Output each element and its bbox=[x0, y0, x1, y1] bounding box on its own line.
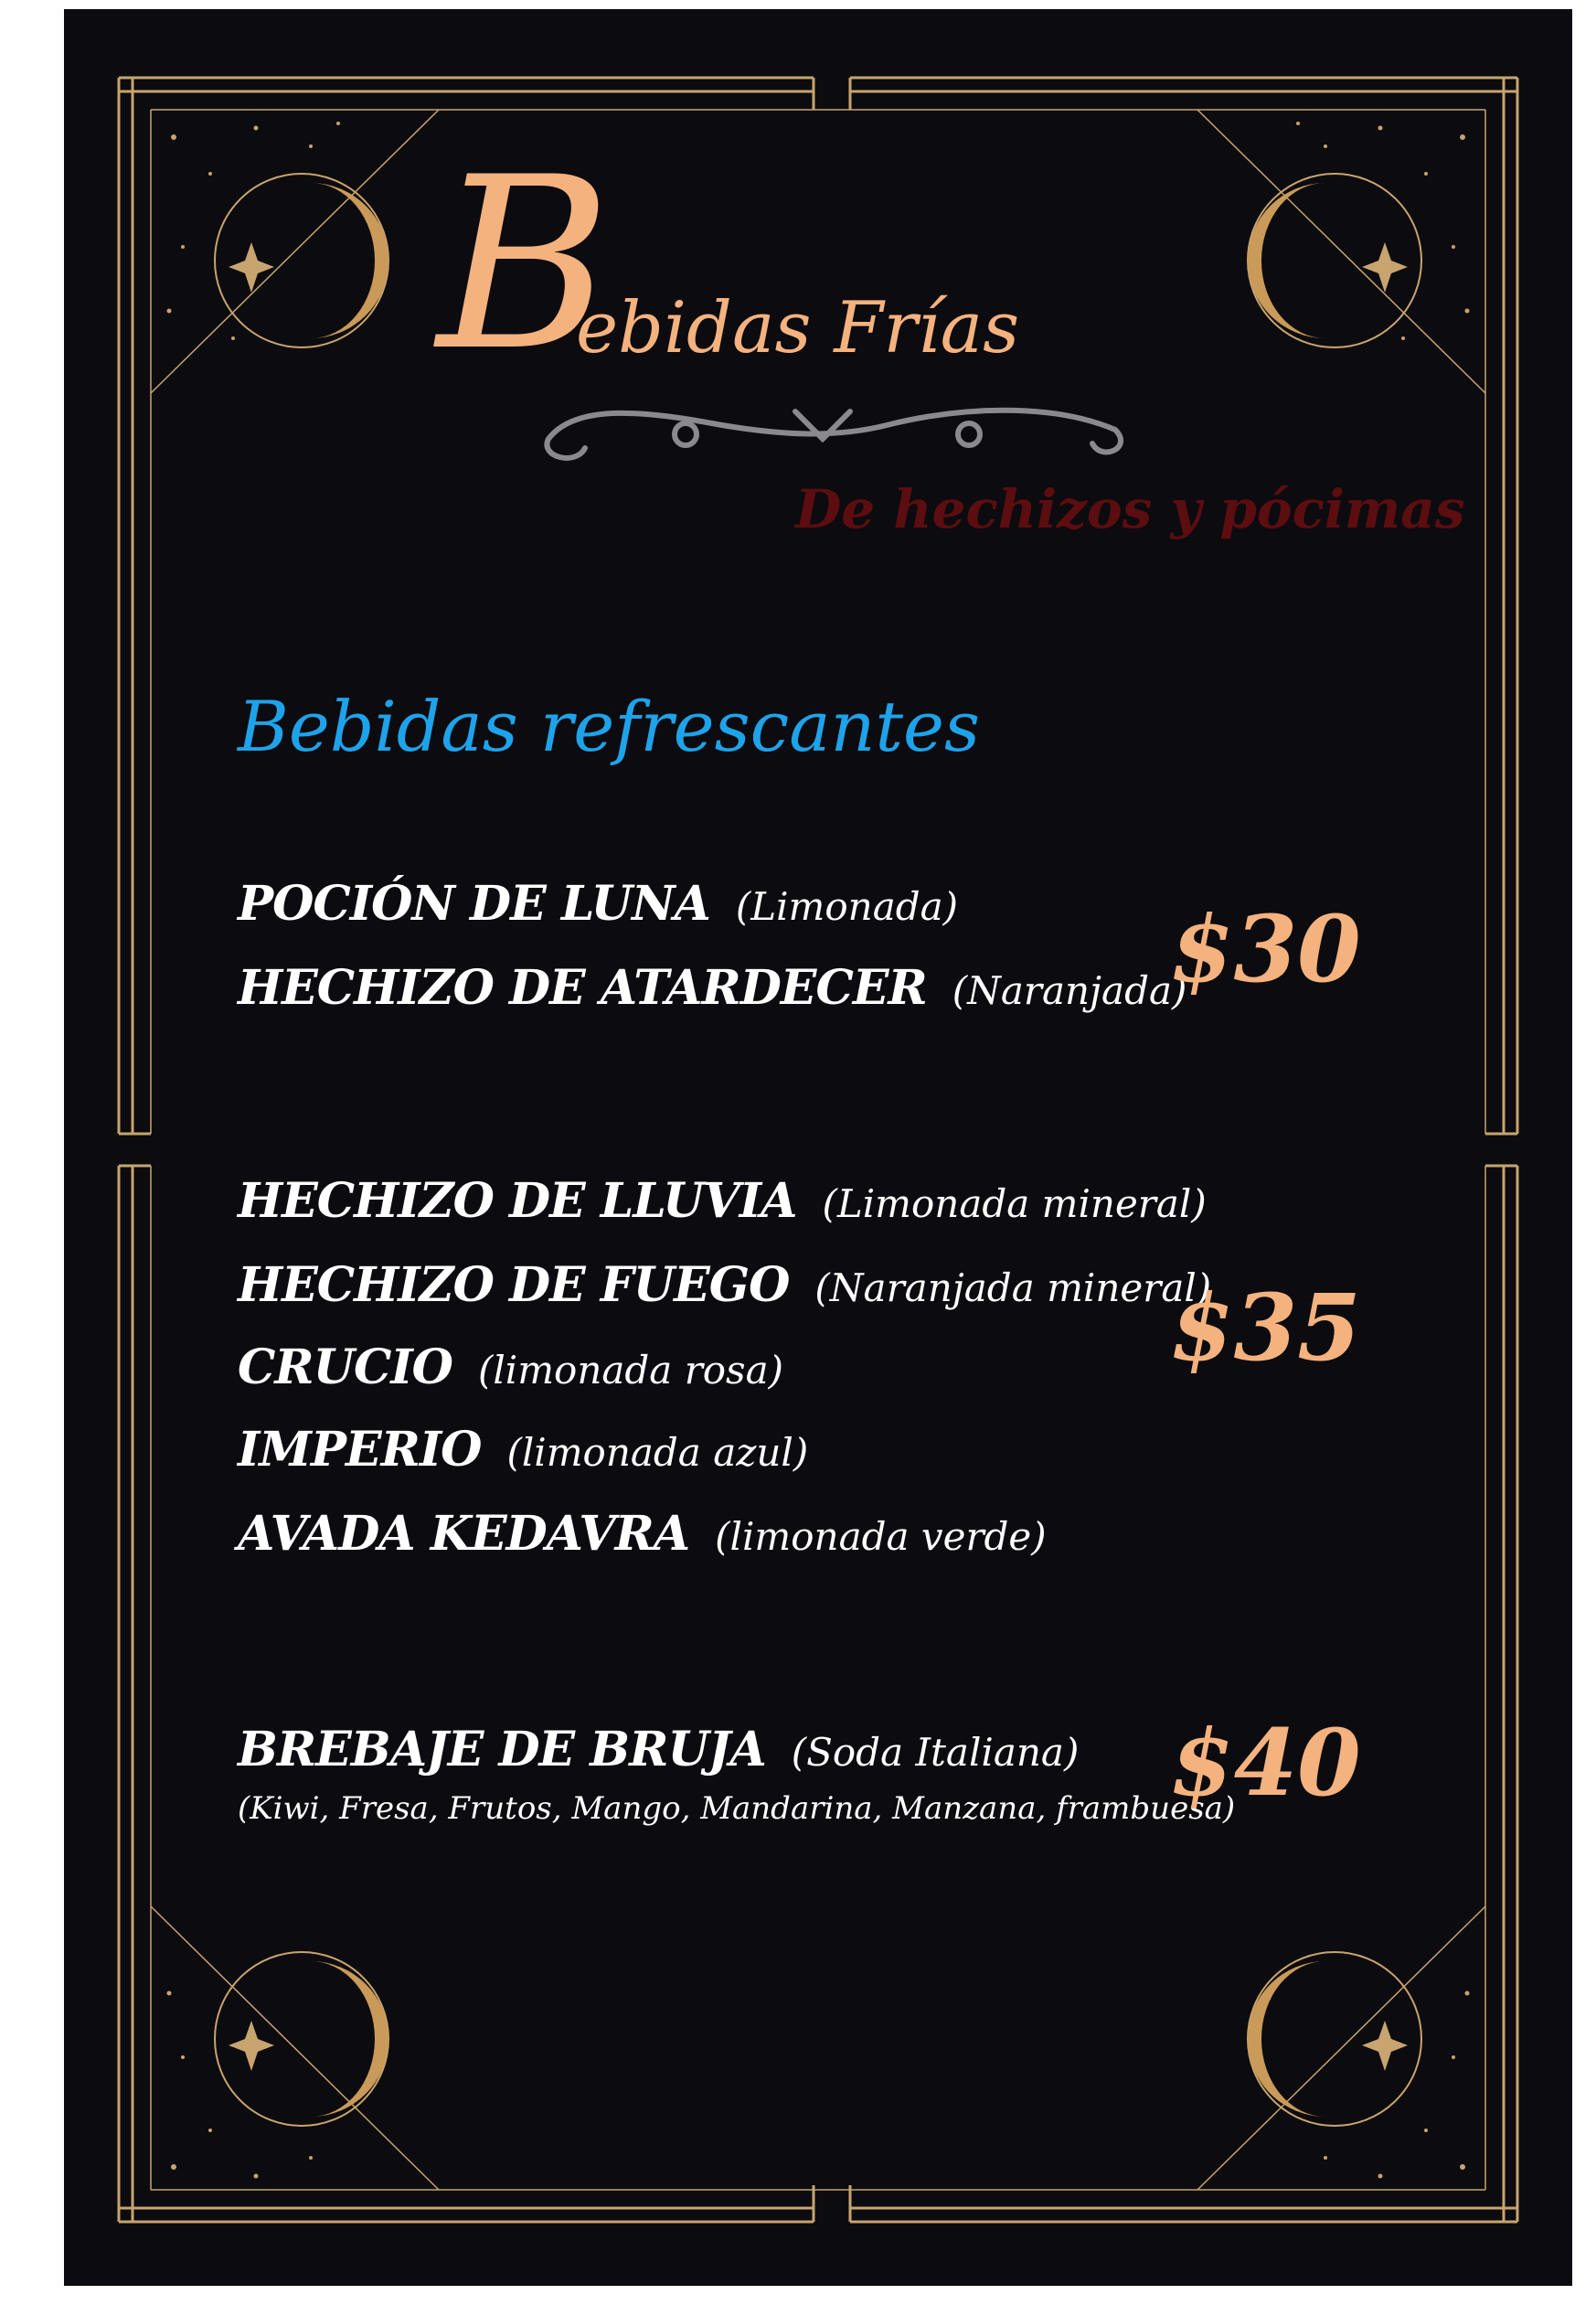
item-name: POCIÓN DE LUNA bbox=[238, 876, 710, 932]
price-tag: $40 bbox=[1170, 1709, 1361, 1817]
price-tag: $30 bbox=[1170, 895, 1361, 1003]
page-title: ebidas Frías bbox=[576, 287, 1020, 369]
item-name: HECHIZO DE LLUVIA bbox=[238, 1173, 797, 1229]
item-name: BREBAJE DE BRUJA bbox=[238, 1722, 766, 1777]
item-desc: (Naranjada mineral) bbox=[814, 1265, 1212, 1310]
item-desc: (limonada verde) bbox=[715, 1514, 1047, 1559]
item-desc: (limonada rosa) bbox=[477, 1348, 784, 1393]
item-name: IMPERIO bbox=[238, 1422, 482, 1478]
item-note: (Kiwi, Fresa, Frutos, Mango, Mandarina, Manzana, frambuesa) bbox=[238, 1790, 1236, 1827]
menu-page bbox=[64, 9, 1572, 2286]
flourish-divider bbox=[547, 411, 1121, 458]
menu-item bbox=[238, 876, 959, 932]
item-desc: (Limonada mineral) bbox=[822, 1181, 1207, 1226]
price-tag: $35 bbox=[1170, 1274, 1361, 1382]
section-title: Bebidas refrescantes bbox=[238, 686, 980, 767]
menu-item bbox=[238, 1173, 1207, 1229]
menu-item bbox=[238, 960, 1187, 1016]
title-initial: B bbox=[437, 127, 612, 403]
moon-icon-top-left bbox=[215, 174, 388, 347]
moon-icon-top-right bbox=[1248, 174, 1421, 347]
moon-icon-bottom-left bbox=[215, 1952, 388, 2126]
item-desc: (Soda Italiana) bbox=[791, 1730, 1080, 1775]
menu-item bbox=[238, 1422, 809, 1478]
item-name: HECHIZO DE FUEGO bbox=[238, 1257, 790, 1313]
item-desc: (Limonada) bbox=[735, 884, 959, 929]
moon-icon-bottom-right bbox=[1248, 1952, 1421, 2126]
menu-item bbox=[238, 1722, 1080, 1777]
item-name: CRUCIO bbox=[238, 1339, 452, 1395]
item-desc: (Naranjada) bbox=[952, 968, 1187, 1013]
item-desc: (limonada azul) bbox=[506, 1430, 809, 1475]
menu-item bbox=[238, 1506, 1047, 1562]
item-name: HECHIZO DE ATARDECER bbox=[238, 960, 927, 1016]
subtitle: De hechizos y pócimas bbox=[795, 478, 1465, 540]
item-name: AVADA KEDAVRA bbox=[238, 1506, 690, 1562]
menu-item bbox=[238, 1339, 784, 1395]
menu-item bbox=[238, 1257, 1212, 1313]
